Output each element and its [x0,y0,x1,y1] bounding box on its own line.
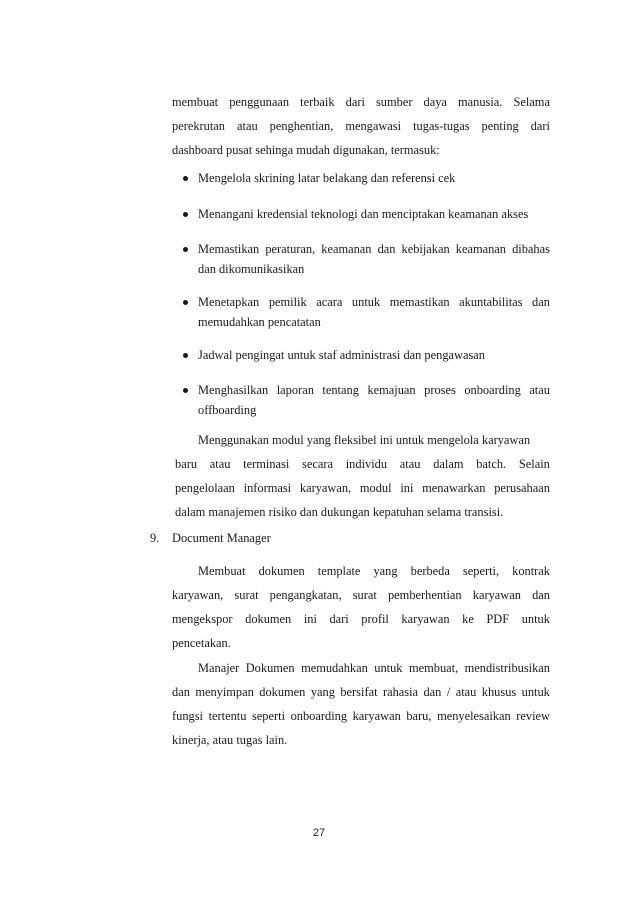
bullet-item-6-line-2: offboarding [198,403,257,417]
word: peraturan, [265,242,316,256]
word: menyelesaikan [437,709,511,723]
para3-line-1 [198,660,550,676]
word: seperti, [462,564,500,578]
word: pengelolaan [175,481,235,495]
word: laporan [276,383,314,397]
word: batch. [476,457,507,471]
word: penting [481,119,519,133]
word: kebijakan [401,242,450,256]
word: bersifat [340,685,378,699]
para2-line-2 [172,587,550,603]
word: Selain [518,457,550,471]
word: daya [423,95,447,109]
word: atau [399,457,421,471]
word: penghentian, [269,119,334,133]
word: Memastikan [198,242,260,256]
word: pengangkatan, [269,588,342,602]
word: dan [423,685,442,699]
word: terbaik [300,95,335,109]
word: modul [359,481,392,495]
word: berbeda [410,564,450,578]
word: karyawan, [299,481,352,495]
bullet-item-5: Jadwal pengingat untuk staf administrasi dan pengawasan [198,348,485,362]
intro-line-1 [172,94,550,110]
word: keamanan [455,242,506,256]
word: perusahaan [494,481,550,495]
word: pemilik [268,295,307,309]
word: proses [424,383,456,397]
word: atau [455,685,477,699]
word: untuk [351,295,381,309]
word: akuntabilitas [459,295,523,309]
word: atau [209,457,231,471]
word: tugas-tugas [413,119,470,133]
bullet-dot [183,300,188,305]
bullet-item-3-line-1 [198,241,550,257]
para2-line-3 [172,611,550,627]
word: membuat [172,95,219,109]
section-title: Document Manager [172,531,271,545]
word: memudahkan [301,661,368,675]
word: atau [237,119,258,133]
word: membuat, [408,661,459,675]
word: Dokumen [245,661,295,675]
bullet-dot [183,353,188,358]
word: rahasia [382,685,419,699]
word: / [446,685,451,699]
word: ke [462,612,474,626]
word: baru, [406,709,432,723]
word: dokumen [245,612,292,626]
word: yang [310,685,335,699]
word: dokumen [259,685,306,699]
word: Selama [513,95,550,109]
word: ini [400,481,414,495]
intro-line-2 [172,118,550,134]
bullet-item-4-line-1 [198,294,550,310]
word: menyimpan [195,685,254,699]
word: memastikan [389,295,450,309]
word: acara [316,295,343,309]
page-number: 27 [312,827,326,839]
word: untuk [521,612,550,626]
word: terminasi [243,457,290,471]
word: Menghasilkan [198,383,269,397]
word: dari [530,119,550,133]
word: PDF [486,612,510,626]
word: onboarding [464,383,521,397]
word: profil [361,612,389,626]
word: individu [345,457,388,471]
word: mengawasi [345,119,402,133]
word: pemberhentian [387,588,462,602]
bullet-dot [183,388,188,393]
word: dari [329,612,349,626]
word: karyawan [401,612,450,626]
word: dalam [433,457,464,471]
word: template [317,564,361,578]
bullet-dot [183,176,188,181]
para2-line-4: pencetakan. [172,636,231,650]
word: dibahas [512,242,550,256]
word: ini [303,612,317,626]
bullet-item-1: Mengelola skrining latar belakang dan referensi cek [198,171,456,185]
section-number: 9. [150,531,160,545]
para1-line-1: Menggunakan modul yang fleksibel ini untuk mengelola karyawan [198,433,531,447]
word: dari [345,95,365,109]
word: dan [532,295,550,309]
word: karyawan, [172,588,224,602]
word: secara [302,457,333,471]
para2-line-1 [198,563,550,579]
word: menawarkan [422,481,486,495]
word: mendistribusikan [464,661,550,675]
word: penggunaan [229,95,290,109]
word: baru [175,457,198,471]
word: kemajuan [367,383,416,397]
word: onboarding [290,709,348,723]
bullet-item-2: Menangani kredensial teknologi dan menciptakan keamanan akses [198,207,529,221]
word: dan [377,242,396,256]
word: manusia. [458,95,503,109]
word: untuk [374,661,403,675]
para1-line-2 [175,456,550,472]
word: tertentu [208,709,247,723]
word: seperti [251,709,286,723]
bullet-item-6-line-1 [198,382,550,398]
para3-line-2 [172,684,550,700]
word: informasi [243,481,292,495]
word: dokumen [258,564,305,578]
word: mengekspor [172,612,233,626]
para1-line-4: dalam manajemen risiko dan dukungan kepatuhan selama transisi. [175,505,504,519]
word: review [516,709,550,723]
bullet-dot [183,212,188,217]
word: sumber [375,95,413,109]
word: karyawan [472,588,521,602]
bullet-item-4-line-2: memudahkan pencatatan [198,315,321,329]
word: keamanan [321,242,372,256]
bullet-item-3-line-2: dan dikomunikasikan [198,262,305,276]
intro-line-3: dashboard pusat sehinga mudah digunakan, termasuk: [172,143,440,157]
word: Membuat [198,564,246,578]
word: khusus [481,685,517,699]
word: yang [373,564,398,578]
word: surat [352,588,377,602]
word: karyawan [352,709,401,723]
word: dan [532,588,550,602]
word: kontrak [512,564,550,578]
word: Menetapkan [198,295,260,309]
word: dan [172,685,190,699]
word: fungsi [172,709,203,723]
para1-line-3 [175,480,550,496]
bullet-dot [183,247,188,252]
para3-line-3 [172,708,550,724]
word: atau [529,383,550,397]
para3-line-4: kinerja, atau tugas lain. [172,733,288,747]
word: perekrutan [172,119,225,133]
word: tentang [322,383,359,397]
word: untuk [521,685,550,699]
word: Manajer [198,661,240,675]
word: surat [234,588,259,602]
